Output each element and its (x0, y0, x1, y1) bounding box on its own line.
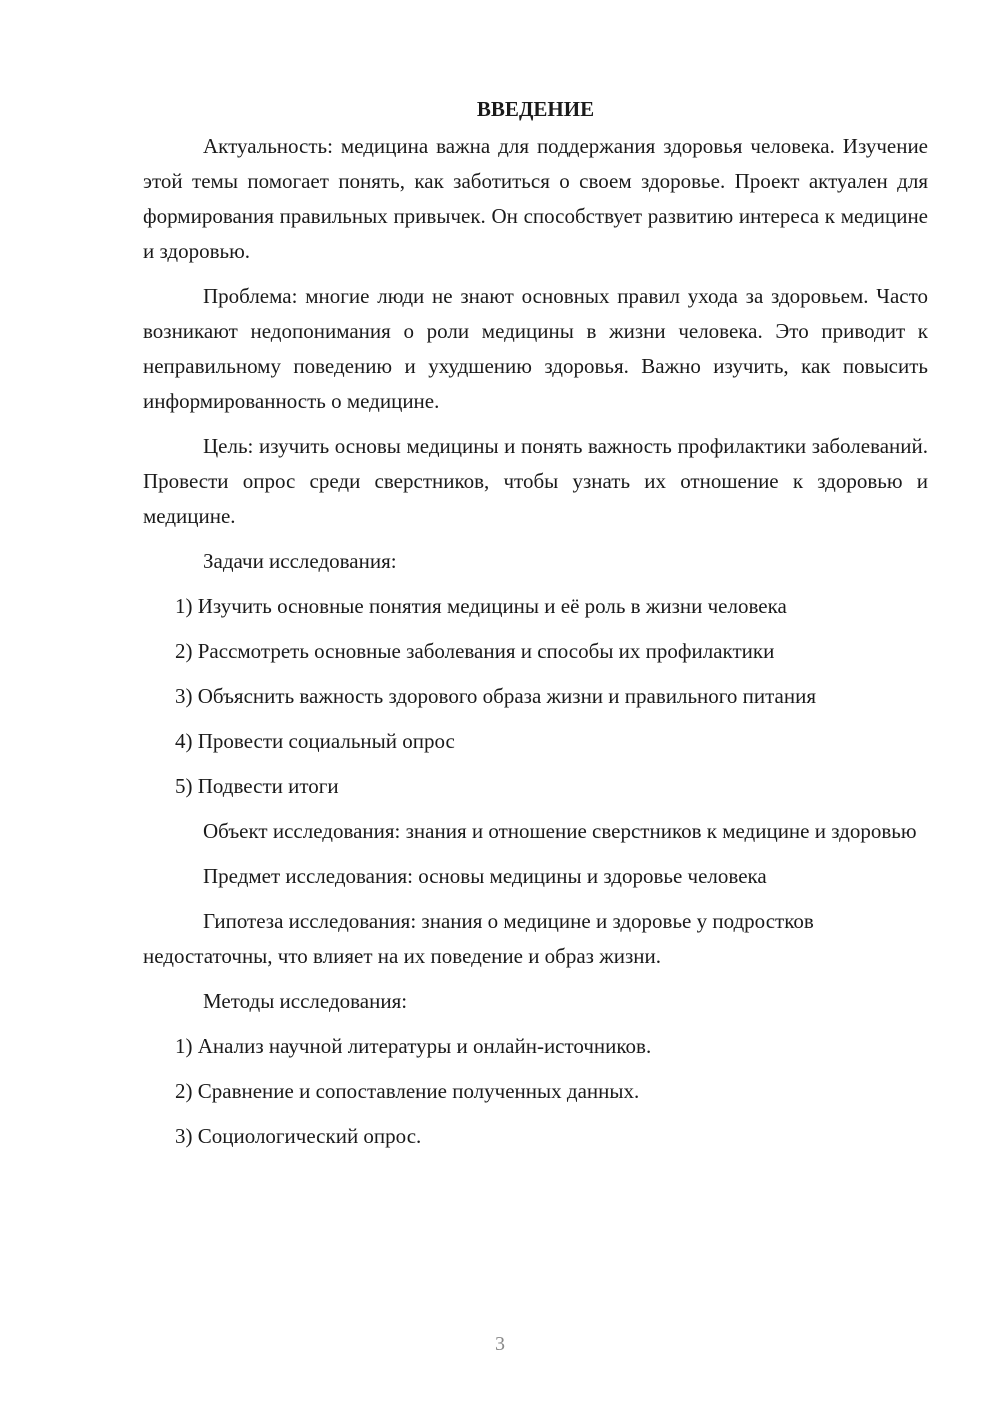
method-item: 3) Социологический опрос. (175, 1124, 422, 1148)
task-item: 1) Изучить основные понятия медицины и её роль в жизни человека (175, 594, 787, 618)
method-item: 1) Анализ научной литературы и онлайн-источников. (175, 1034, 652, 1058)
relevance-paragraph: Актуальность: медицина важна для поддержания здоровья человека. Изучение этой темы помогает понять, как заботиться о своем здоровье. Проект актуален для формирования правильных привычек. Он способствует развитию интереса к медицине и здоровью. (143, 134, 928, 263)
document-page (143, 92, 928, 1164)
goal-paragraph: Цель: изучить основы медицины и понять важность профилактики заболеваний. Провести опрос среди сверстников, чтобы узнать их отношение к здоровью и медицине. (143, 434, 928, 528)
problem-paragraph: Проблема: многие люди не знают основных правил ухода за здоровьем. Часто возникают недопонимания о роли медицины в жизни человека. Это приводит к неправильному поведению и ухудшению здоровья. Важно изучить, как повысить информированность о медицине. (143, 284, 928, 413)
method-item: 2) Сравнение и сопоставление полученных данных. (175, 1079, 640, 1103)
methods-heading: Методы исследования: (203, 989, 408, 1013)
task-item: 3) Объяснить важность здорового образа жизни и правильного питания (175, 684, 817, 708)
task-item: 2) Рассмотреть основные заболевания и способы их профилактики (175, 639, 775, 663)
subject-paragraph: Предмет исследования: основы медицины и здоровье человека (203, 864, 767, 888)
object-paragraph: Объект исследования: знания и отношение сверстников к медицине и здоровью (203, 819, 917, 843)
task-item: 4) Провести социальный опрос (175, 729, 455, 753)
hypothesis-paragraph: Гипотеза исследования: знания о медицине и здоровье у подростков недостаточны, что влияет на их поведение и образ жизни. (143, 909, 814, 968)
task-item: 5) Подвести итоги (175, 774, 339, 798)
tasks-heading: Задачи исследования: (203, 549, 397, 573)
page-number: 3 (495, 1333, 505, 1355)
section-title: ВВЕДЕНИЕ (476, 97, 595, 121)
